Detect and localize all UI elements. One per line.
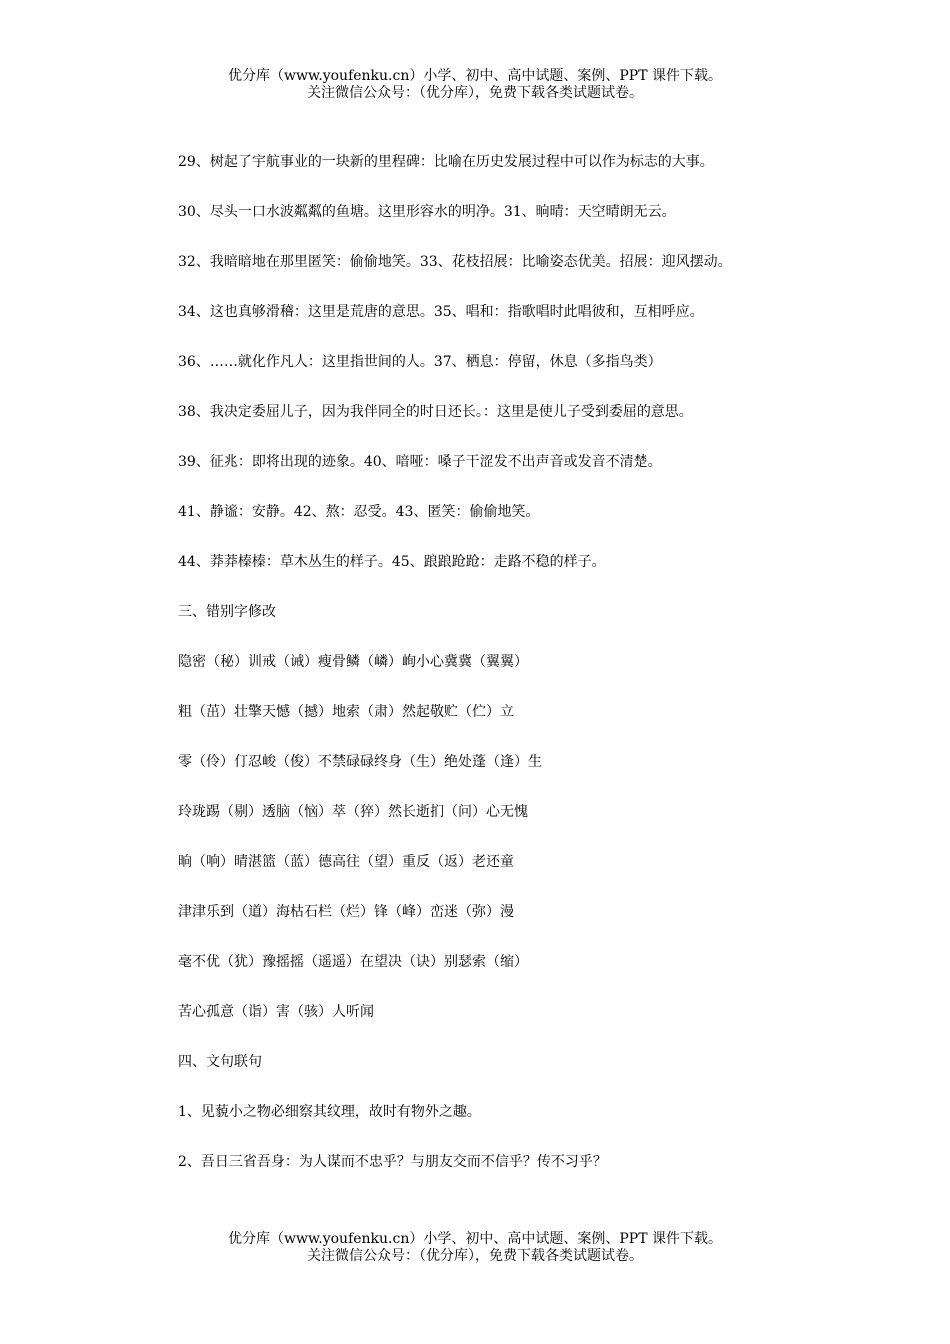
- section-heading-typo-correction: 三、错别字修改: [178, 604, 276, 620]
- paragraph-29: 29、树起了宇航事业的一块新的里程碑：比喻在历史发展过程中可以作为标志的大事。: [178, 154, 714, 170]
- sentence-item-1: 1、见藐小之物必细察其纹理，故时有物外之趣。: [178, 1104, 481, 1120]
- typo-line-8: 苦心孤意（诣）害（骇）人听闻: [178, 1004, 374, 1020]
- paragraph-41-43: 41、静谧：安静。42、熬：忍受。43、匿笑：偷偷地笑。: [178, 504, 540, 520]
- sentence-item-2: 2、吾日三省吾身：为人谋而不忠乎？与朋友交而不信乎？传不习乎？: [178, 1154, 607, 1170]
- typo-line-4: 玲珑踢（剔）透脑（恼）萃（猝）然长逝扪（问）心无愧: [178, 804, 528, 820]
- typo-line-5: 晌（响）晴湛篮（蓝）德高往（望）重反（返）老还童: [178, 854, 514, 870]
- document-body: [145, 150, 810, 1175]
- section-heading-sentence-matching: 四、文句联句: [178, 1054, 262, 1070]
- paragraph-32-33: 32、我暗暗地在那里匿笑：偷偷地笑。33、花枝招展：比喻姿态优美。招展：迎风摆动。: [178, 254, 732, 270]
- typo-line-7: 毫不优（犹）豫摇摇（遥遥）在望决（诀）别瑟索（缩）: [178, 954, 528, 970]
- typo-line-6: 津津乐到（道）海枯石栏（烂）锋（峰）峦迷（弥）漫: [178, 904, 514, 920]
- paragraph-38: 38、我决定委屈儿子，因为我伴同全的时日还长。：这里是使儿子受到委屈的意思。: [178, 404, 693, 420]
- paragraph-39-40: 39、征兆：即将出现的迹象。40、喑哑：嗓子干涩发不出声音或发音不清楚。: [178, 454, 662, 470]
- page-header: [0, 68, 950, 102]
- paragraph-44-45: 44、莽莽榛榛：草木丛生的样子。45、踉踉跄跄：走路不稳的样子。: [178, 554, 606, 570]
- header-line-2: 关注微信公众号：（优分库），免费下载各类试题试卷。: [307, 85, 643, 101]
- paragraph-30-31: 30、尽头一口水波粼粼的鱼塘。这里形容水的明净。31、晌晴：天空晴朗无云。: [178, 204, 676, 220]
- typo-line-2: 粗（茁）壮擎天憾（撼）地索（肃）然起敬贮（伫）立: [178, 704, 514, 720]
- footer-line-2: 关注微信公众号：（优分库），免费下载各类试题试卷。: [307, 1248, 643, 1264]
- typo-line-3: 零（伶）仃忍峻（俊）不禁碌碌终身（生）绝处蓬（逢）生: [178, 754, 542, 770]
- paragraph-34-35: 34、这也真够滑稽：这里是荒唐的意思。35、唱和：指歌唱时此唱彼和，互相呼应。: [178, 304, 704, 320]
- header-line-1: 优分库（www.youfenku.cn）小学、初中、高中试题、案例、PPT 课件下载。: [227, 68, 722, 84]
- paragraph-36-37: 36、……就化作凡人：这里指世间的人。37、栖息：停留，休息（多指鸟类）: [178, 354, 662, 370]
- page-footer: [0, 1231, 950, 1265]
- typo-line-1: 隐密（秘）训戒（诫）瘦骨鳞（嶙）峋小心冀冀（翼翼）: [178, 654, 528, 670]
- footer-line-1: 优分库（www.youfenku.cn）小学、初中、高中试题、案例、PPT 课件下载。: [227, 1231, 722, 1247]
